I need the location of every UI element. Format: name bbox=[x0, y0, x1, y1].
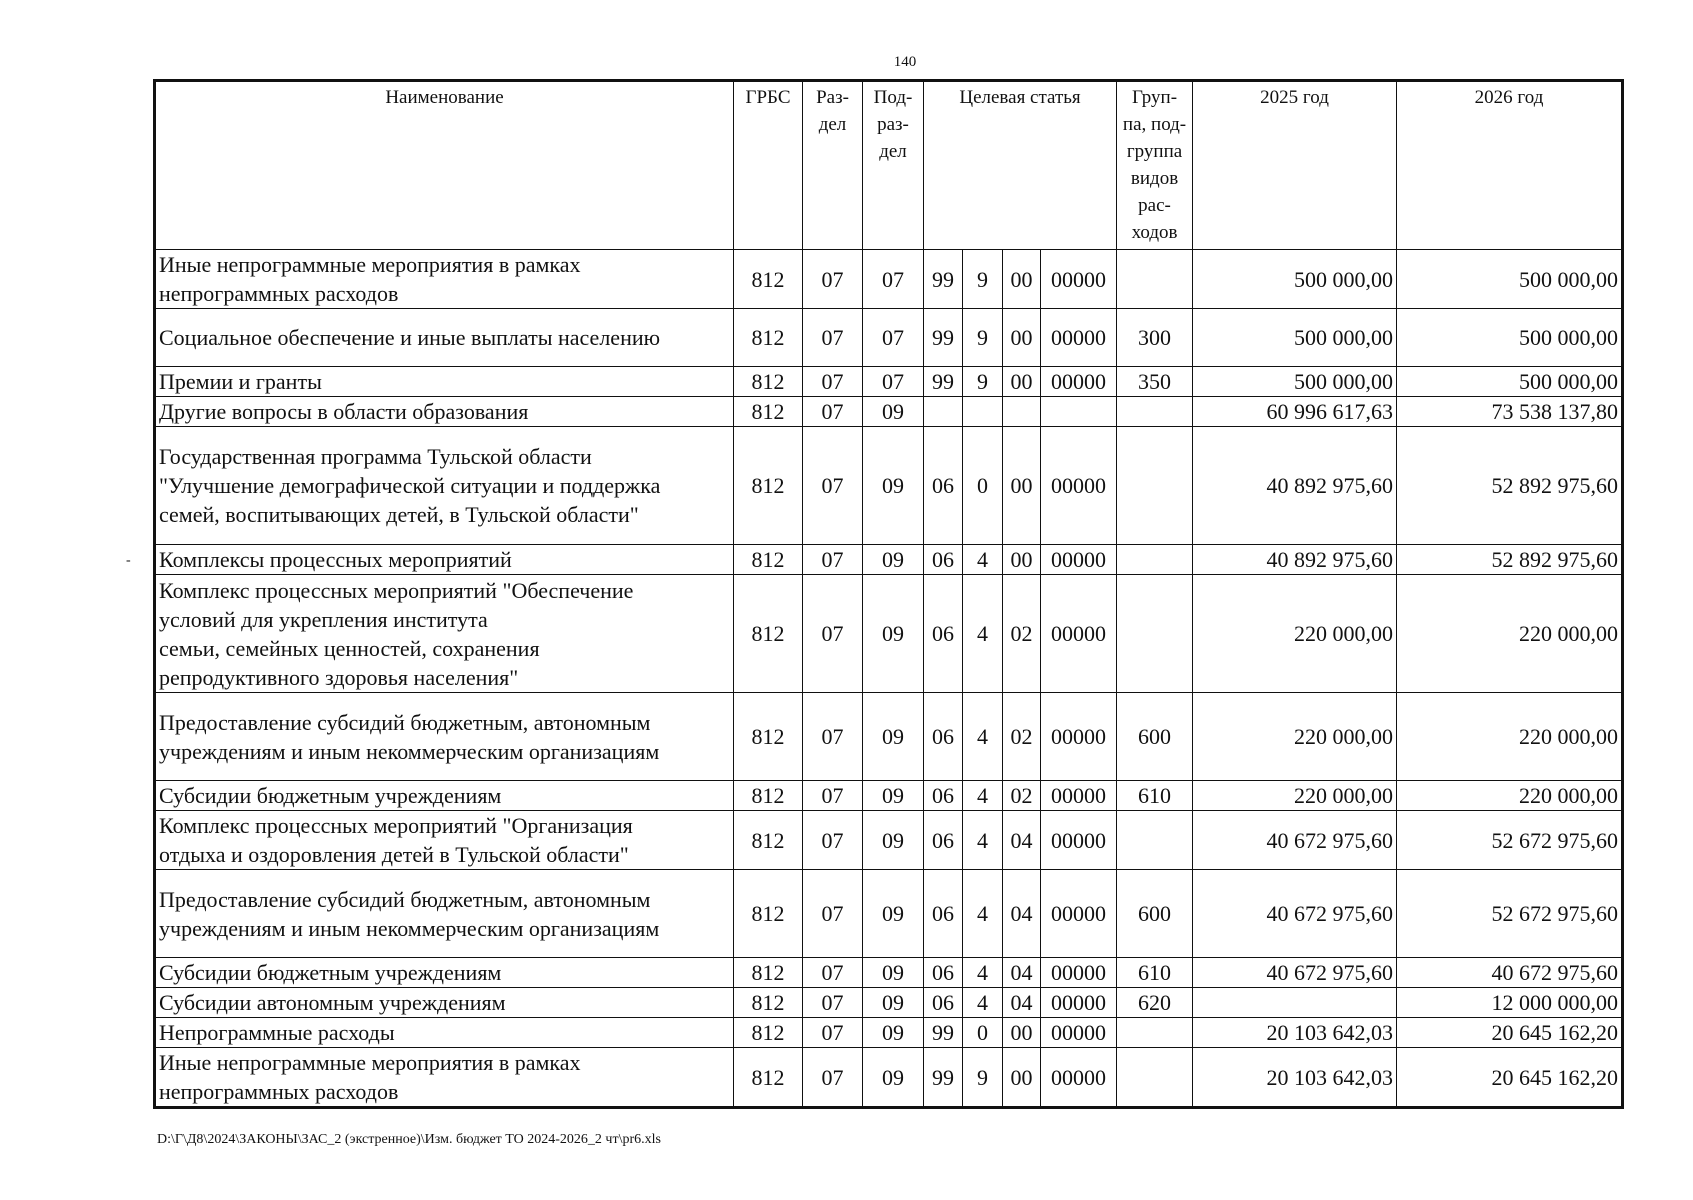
cell-amount-2026: 40 672 975,60 bbox=[1397, 958, 1623, 988]
cell-target-type: 9 bbox=[963, 1048, 1003, 1108]
cell-podrazdel: 09 bbox=[863, 1048, 924, 1108]
cell-razdel: 07 bbox=[803, 250, 863, 309]
cell-amount-2025: 40 672 975,60 bbox=[1193, 870, 1397, 958]
cell-expense-group bbox=[1117, 575, 1193, 693]
table-row bbox=[155, 988, 1623, 1018]
cell-podrazdel: 09 bbox=[863, 958, 924, 988]
cell-target-type: 9 bbox=[963, 367, 1003, 397]
cell-target-direction: 00000 bbox=[1041, 250, 1117, 309]
cell-expense-group bbox=[1117, 427, 1193, 545]
cell-target-program: 99 bbox=[924, 250, 963, 309]
cell-target-program: 99 bbox=[924, 367, 963, 397]
cell-amount-2025: 500 000,00 bbox=[1193, 309, 1397, 367]
header-grbs: ГРБС bbox=[734, 81, 803, 250]
cell-grbs: 812 bbox=[734, 870, 803, 958]
cell-target-program: 06 bbox=[924, 575, 963, 693]
cell-expense-group: 350 bbox=[1117, 367, 1193, 397]
table-row bbox=[155, 958, 1623, 988]
table-row bbox=[155, 545, 1623, 575]
cell-target-direction: 00000 bbox=[1041, 309, 1117, 367]
cell-podrazdel: 09 bbox=[863, 397, 924, 427]
cell-podrazdel: 09 bbox=[863, 575, 924, 693]
cell-grbs: 812 bbox=[734, 988, 803, 1018]
cell-target-program bbox=[924, 397, 963, 427]
cell-podrazdel: 09 bbox=[863, 870, 924, 958]
cell-target-direction: 00000 bbox=[1041, 811, 1117, 870]
cell-grbs: 812 bbox=[734, 958, 803, 988]
cell-name: Непрограммные расходы bbox=[155, 1018, 734, 1048]
cell-razdel: 07 bbox=[803, 397, 863, 427]
table-row bbox=[155, 870, 1623, 958]
cell-name: Предоставление субсидий бюджетным, автономным учреждениям и иным некоммерческим организациям bbox=[155, 693, 734, 781]
table-row bbox=[155, 1018, 1623, 1048]
cell-amount-2025: 20 103 642,03 bbox=[1193, 1018, 1397, 1048]
table-row bbox=[155, 811, 1623, 870]
cell-name: Комплексы процессных мероприятий bbox=[155, 545, 734, 575]
cell-razdel: 07 bbox=[803, 870, 863, 958]
cell-target-type: 4 bbox=[963, 958, 1003, 988]
cell-expense-group: 300 bbox=[1117, 309, 1193, 367]
table-row bbox=[155, 427, 1623, 545]
cell-target-subprogram: 02 bbox=[1003, 575, 1041, 693]
cell-podrazdel: 09 bbox=[863, 988, 924, 1018]
cell-amount-2026: 20 645 162,20 bbox=[1397, 1018, 1623, 1048]
cell-grbs: 812 bbox=[734, 309, 803, 367]
cell-target-program: 06 bbox=[924, 427, 963, 545]
table-row bbox=[155, 781, 1623, 811]
cell-target-direction: 00000 bbox=[1041, 693, 1117, 781]
cell-target-direction: 00000 bbox=[1041, 1048, 1117, 1108]
cell-target-type: 4 bbox=[963, 781, 1003, 811]
cell-name: Государственная программа Тульской области "Улучшение демографической ситуации и поддержка семей, воспитывающих детей, в Тульской области" bbox=[155, 427, 734, 545]
cell-grbs: 812 bbox=[734, 575, 803, 693]
cell-podrazdel: 09 bbox=[863, 1018, 924, 1048]
cell-razdel: 07 bbox=[803, 1018, 863, 1048]
cell-amount-2026: 220 000,00 bbox=[1397, 575, 1623, 693]
header-target-article: Целевая статья bbox=[924, 81, 1117, 250]
cell-podrazdel: 09 bbox=[863, 427, 924, 545]
cell-grbs: 812 bbox=[734, 781, 803, 811]
cell-grbs: 812 bbox=[734, 397, 803, 427]
cell-target-subprogram: 00 bbox=[1003, 367, 1041, 397]
cell-amount-2025: 60 996 617,63 bbox=[1193, 397, 1397, 427]
cell-expense-group: 620 bbox=[1117, 988, 1193, 1018]
cell-target-type: 0 bbox=[963, 1018, 1003, 1048]
cell-target-type: 4 bbox=[963, 545, 1003, 575]
cell-name: Иные непрограммные мероприятия в рамках непрограммных расходов bbox=[155, 1048, 734, 1108]
cell-razdel: 07 bbox=[803, 545, 863, 575]
cell-amount-2026: 12 000 000,00 bbox=[1397, 988, 1623, 1018]
cell-target-subprogram: 00 bbox=[1003, 1018, 1041, 1048]
cell-target-subprogram: 02 bbox=[1003, 693, 1041, 781]
table-row bbox=[155, 397, 1623, 427]
cell-amount-2026: 52 892 975,60 bbox=[1397, 545, 1623, 575]
cell-target-subprogram: 04 bbox=[1003, 988, 1041, 1018]
cell-target-program: 99 bbox=[924, 309, 963, 367]
cell-target-direction: 00000 bbox=[1041, 427, 1117, 545]
cell-podrazdel: 07 bbox=[863, 309, 924, 367]
cell-name: Предоставление субсидий бюджетным, автономным учреждениям и иным некоммерческим организациям bbox=[155, 870, 734, 958]
cell-razdel: 07 bbox=[803, 575, 863, 693]
cell-amount-2026: 20 645 162,20 bbox=[1397, 1048, 1623, 1108]
cell-amount-2026: 52 672 975,60 bbox=[1397, 811, 1623, 870]
cell-target-type: 4 bbox=[963, 811, 1003, 870]
cell-target-type: 4 bbox=[963, 575, 1003, 693]
table-row bbox=[155, 575, 1623, 693]
cell-target-type: 4 bbox=[963, 870, 1003, 958]
cell-grbs: 812 bbox=[734, 693, 803, 781]
cell-target-program: 06 bbox=[924, 870, 963, 958]
cell-razdel: 07 bbox=[803, 367, 863, 397]
cell-razdel: 07 bbox=[803, 811, 863, 870]
cell-podrazdel: 09 bbox=[863, 693, 924, 781]
cell-expense-group: 600 bbox=[1117, 693, 1193, 781]
cell-amount-2025: 500 000,00 bbox=[1193, 250, 1397, 309]
cell-target-subprogram: 02 bbox=[1003, 781, 1041, 811]
cell-expense-group bbox=[1117, 1018, 1193, 1048]
table-row bbox=[155, 309, 1623, 367]
cell-target-type bbox=[963, 397, 1003, 427]
table-row bbox=[155, 367, 1623, 397]
cell-razdel: 07 bbox=[803, 988, 863, 1018]
cell-amount-2025: 220 000,00 bbox=[1193, 575, 1397, 693]
cell-expense-group: 610 bbox=[1117, 958, 1193, 988]
cell-razdel: 07 bbox=[803, 781, 863, 811]
cell-razdel: 07 bbox=[803, 309, 863, 367]
cell-target-program: 06 bbox=[924, 545, 963, 575]
cell-razdel: 07 bbox=[803, 693, 863, 781]
cell-target-type: 9 bbox=[963, 250, 1003, 309]
cell-target-subprogram: 00 bbox=[1003, 427, 1041, 545]
cell-target-type: 4 bbox=[963, 693, 1003, 781]
cell-target-program: 99 bbox=[924, 1018, 963, 1048]
cell-target-type: 9 bbox=[963, 309, 1003, 367]
header-year-2026: 2026 год bbox=[1397, 81, 1623, 250]
cell-amount-2026: 220 000,00 bbox=[1397, 693, 1623, 781]
margin-mark: - bbox=[126, 553, 131, 568]
cell-amount-2026: 52 892 975,60 bbox=[1397, 427, 1623, 545]
table-body bbox=[155, 250, 1623, 1108]
cell-amount-2026: 500 000,00 bbox=[1397, 250, 1623, 309]
table-row bbox=[155, 1048, 1623, 1108]
table-row bbox=[155, 250, 1623, 309]
cell-amount-2025: 220 000,00 bbox=[1193, 693, 1397, 781]
cell-grbs: 812 bbox=[734, 545, 803, 575]
cell-grbs: 812 bbox=[734, 427, 803, 545]
cell-amount-2026: 500 000,00 bbox=[1397, 309, 1623, 367]
cell-expense-group: 610 bbox=[1117, 781, 1193, 811]
cell-expense-group bbox=[1117, 397, 1193, 427]
cell-target-subprogram bbox=[1003, 397, 1041, 427]
cell-grbs: 812 bbox=[734, 811, 803, 870]
cell-target-subprogram: 04 bbox=[1003, 870, 1041, 958]
cell-razdel: 07 bbox=[803, 1048, 863, 1108]
cell-podrazdel: 09 bbox=[863, 781, 924, 811]
cell-target-program: 99 bbox=[924, 1048, 963, 1108]
cell-target-subprogram: 04 bbox=[1003, 958, 1041, 988]
cell-podrazdel: 09 bbox=[863, 545, 924, 575]
file-path-footer: D:\Г\Д8\2024\ЗАКОНЫ\ЗАС_2 (экстренное)\Изм. бюджет ТО 2024-2026_2 чт\pr6.xls bbox=[157, 1132, 661, 1147]
cell-amount-2025: 40 672 975,60 bbox=[1193, 811, 1397, 870]
header-podrazdel: Под- раз- дел bbox=[863, 81, 924, 250]
cell-target-program: 06 bbox=[924, 811, 963, 870]
cell-amount-2025: 20 103 642,03 bbox=[1193, 1048, 1397, 1108]
header-razdel: Раз- дел bbox=[803, 81, 863, 250]
cell-name: Субсидии автономным учреждениям bbox=[155, 988, 734, 1018]
page-number: 140 bbox=[893, 54, 917, 70]
cell-target-program: 06 bbox=[924, 781, 963, 811]
cell-target-direction: 00000 bbox=[1041, 1018, 1117, 1048]
cell-target-program: 06 bbox=[924, 988, 963, 1018]
cell-amount-2025: 500 000,00 bbox=[1193, 367, 1397, 397]
cell-expense-group bbox=[1117, 1048, 1193, 1108]
cell-amount-2025: 40 892 975,60 bbox=[1193, 545, 1397, 575]
cell-amount-2025: 40 892 975,60 bbox=[1193, 427, 1397, 545]
cell-razdel: 07 bbox=[803, 427, 863, 545]
cell-grbs: 812 bbox=[734, 250, 803, 309]
cell-amount-2025 bbox=[1193, 988, 1397, 1018]
cell-amount-2026: 73 538 137,80 bbox=[1397, 397, 1623, 427]
cell-target-direction: 00000 bbox=[1041, 870, 1117, 958]
header-expense-group: Груп- па, под- группа видов рас- ходов bbox=[1117, 81, 1193, 250]
header-name: Наименование bbox=[155, 81, 734, 250]
cell-name: Субсидии бюджетным учреждениям bbox=[155, 781, 734, 811]
cell-name: Иные непрограммные мероприятия в рамках непрограммных расходов bbox=[155, 250, 734, 309]
cell-name: Другие вопросы в области образования bbox=[155, 397, 734, 427]
cell-expense-group bbox=[1117, 545, 1193, 575]
cell-target-direction: 00000 bbox=[1041, 781, 1117, 811]
cell-name: Субсидии бюджетным учреждениям bbox=[155, 958, 734, 988]
budget-table bbox=[153, 79, 1624, 1109]
cell-target-direction: 00000 bbox=[1041, 575, 1117, 693]
cell-grbs: 812 bbox=[734, 1018, 803, 1048]
cell-amount-2025: 220 000,00 bbox=[1193, 781, 1397, 811]
cell-name: Комплекс процессных мероприятий "Организация отдыха и оздоровления детей в Тульской области" bbox=[155, 811, 734, 870]
cell-expense-group: 600 bbox=[1117, 870, 1193, 958]
cell-target-direction: 00000 bbox=[1041, 958, 1117, 988]
cell-target-direction: 00000 bbox=[1041, 545, 1117, 575]
cell-grbs: 812 bbox=[734, 1048, 803, 1108]
cell-podrazdel: 07 bbox=[863, 367, 924, 397]
cell-razdel: 07 bbox=[803, 958, 863, 988]
cell-podrazdel: 09 bbox=[863, 811, 924, 870]
cell-target-direction: 00000 bbox=[1041, 988, 1117, 1018]
cell-amount-2026: 220 000,00 bbox=[1397, 781, 1623, 811]
cell-expense-group bbox=[1117, 250, 1193, 309]
cell-target-program: 06 bbox=[924, 958, 963, 988]
cell-expense-group bbox=[1117, 811, 1193, 870]
cell-name: Комплекс процессных мероприятий "Обеспечение условий для укрепления института семьи, семейных ценностей, сохранения репродуктивного здоровья населения" bbox=[155, 575, 734, 693]
cell-name: Социальное обеспечение и иные выплаты населению bbox=[155, 309, 734, 367]
cell-amount-2025: 40 672 975,60 bbox=[1193, 958, 1397, 988]
cell-target-program: 06 bbox=[924, 693, 963, 781]
cell-amount-2026: 52 672 975,60 bbox=[1397, 870, 1623, 958]
cell-target-direction: 00000 bbox=[1041, 367, 1117, 397]
table-row bbox=[155, 693, 1623, 781]
header-row bbox=[155, 81, 1623, 250]
header-year-2025: 2025 год bbox=[1193, 81, 1397, 250]
cell-target-subprogram: 04 bbox=[1003, 811, 1041, 870]
cell-target-type: 4 bbox=[963, 988, 1003, 1018]
cell-target-subprogram: 00 bbox=[1003, 309, 1041, 367]
cell-amount-2026: 500 000,00 bbox=[1397, 367, 1623, 397]
cell-grbs: 812 bbox=[734, 367, 803, 397]
cell-name: Премии и гранты bbox=[155, 367, 734, 397]
cell-target-direction bbox=[1041, 397, 1117, 427]
cell-target-subprogram: 00 bbox=[1003, 1048, 1041, 1108]
cell-target-type: 0 bbox=[963, 427, 1003, 545]
cell-podrazdel: 07 bbox=[863, 250, 924, 309]
cell-target-subprogram: 00 bbox=[1003, 250, 1041, 309]
cell-target-subprogram: 00 bbox=[1003, 545, 1041, 575]
